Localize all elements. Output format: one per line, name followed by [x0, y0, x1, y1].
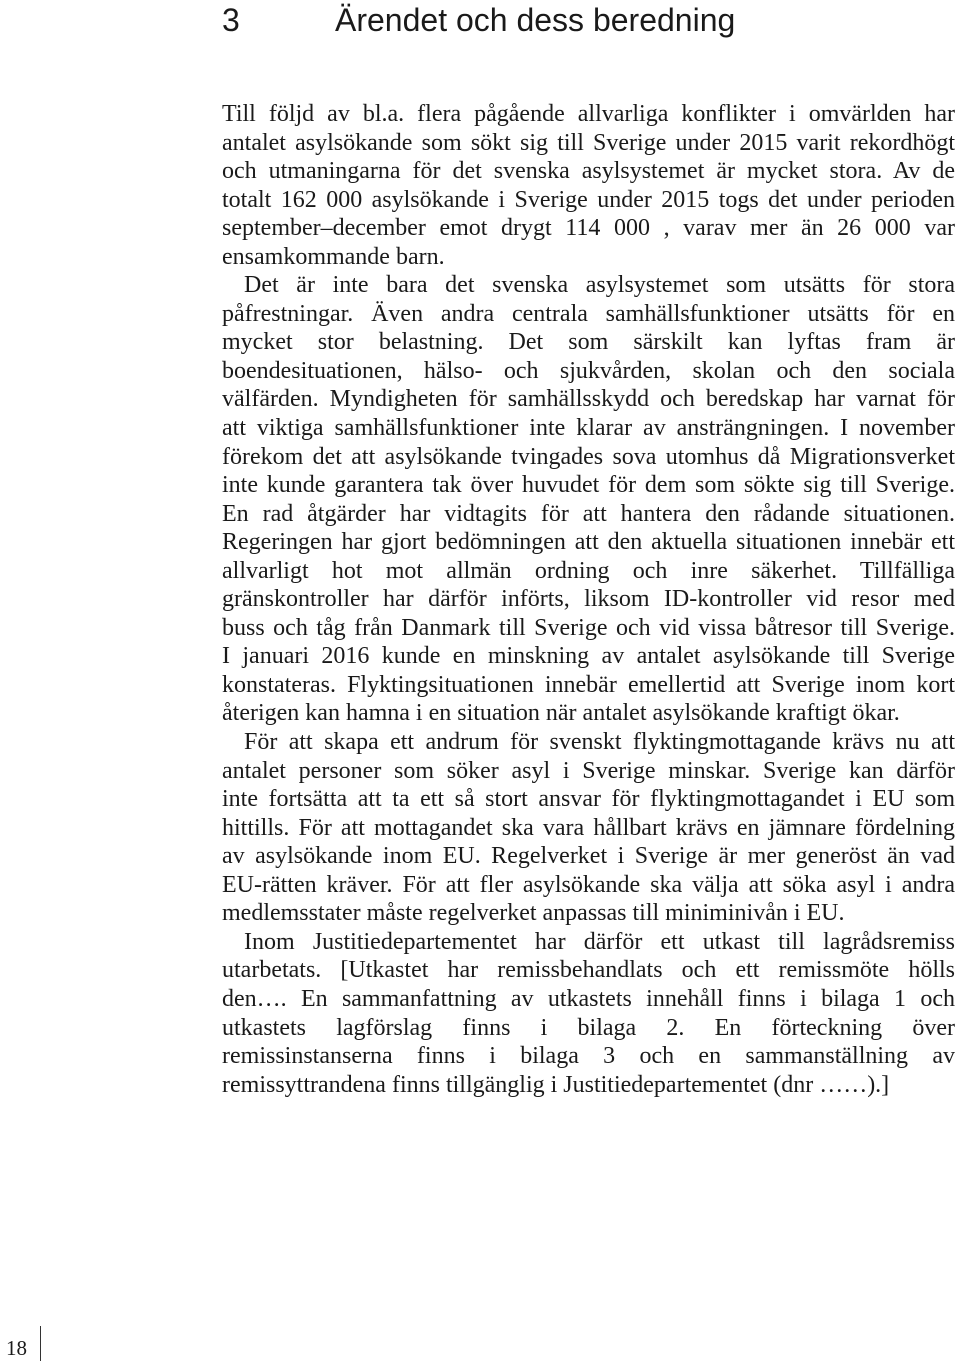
paragraph-1: [222, 100, 955, 271]
text-line: buss och tåg från Danmark till Sverige och vid vissa båtresor till Sverige.: [222, 614, 955, 641]
text-line: att viktiga samhällsfunktioner inte klarar av ansträngningen. I november: [222, 415, 955, 442]
text-line: En rad åtgärder har vidtagits för att hantera den rådande situationen.: [222, 500, 955, 527]
page-margin-rule: [40, 1326, 41, 1361]
text-line: EU-rätten kräver. För att fler asylsökande ska välja att söka asyl i andra: [222, 871, 955, 898]
paragraph-2: [222, 271, 955, 728]
text-line: Till följd av bl.a. flera pågående allvarliga konflikter i omvärlden har: [222, 101, 955, 127]
paragraph-3: [222, 728, 955, 928]
text-line: Inom Justitiedepartementet har därför ett utkast till lagrådsremiss: [244, 928, 955, 955]
text-line: utarbetats. [Utkastet har remissbehandlats och ett remissmöte hölls: [222, 957, 955, 984]
section-number: 3: [222, 2, 240, 38]
page-number: 18: [6, 1336, 27, 1360]
text-line: remissyttrandena finns tillgänglig i Justitiedepartementet (dnr ……).]: [222, 1071, 890, 1098]
text-line: allvarligt hot mot allmän ordning och inre säkerhet. Tillfälliga: [222, 557, 955, 584]
document-body: [222, 100, 955, 1099]
text-line: För att skapa ett andrum för svenskt flyktingmottagande krävs nu att: [244, 729, 955, 756]
text-line: den…. En sammanfattning av utkastets innehåll finns i bilaga 1 och: [222, 985, 955, 1012]
text-line: totalt 162 000 asylsökande i Sverige under 2015 togs det under perioden: [222, 186, 955, 213]
text-line: remissinstanserna finns i bilaga 3 och en sammanställning av: [222, 1043, 955, 1070]
text-line: gränskontroller har därför införts, liksom ID-kontroller vid resor med: [222, 586, 955, 613]
text-line: ensamkommande barn.: [222, 243, 445, 270]
text-line: medlemsstater måste regelverket anpassas till miniminivån i EU.: [222, 900, 845, 927]
text-line: Regeringen har gjort bedömningen att den aktuella situationen innebär ett: [222, 529, 955, 556]
text-line: påfrestningar. Även andra centrala samhällsfunktioner utsätts för en: [222, 300, 955, 327]
text-line: I januari 2016 kunde en minskning av antalet asylsökande till Sverige: [222, 643, 955, 670]
text-line: välfärden. Myndigheten för samhällsskydd och beredskap har varnat för: [222, 386, 955, 413]
text-line: antalet personer som söker asyl i Sverige minskar. Sverige kan därför: [222, 757, 955, 784]
text-line: återigen kan hamna i en situation när antalet asylsökande kraftigt ökar.: [222, 700, 900, 727]
text-line: Det är inte bara det svenska asylsystemet som utsätts för stora: [244, 272, 955, 299]
text-line: förekom det att asylsökande tvingades sova utomhus då Migrationsverket: [222, 443, 955, 470]
text-line: av asylsökande inom EU. Regelverket i Sverige är mer generöst än vad: [222, 843, 955, 870]
text-line: inte kunde garantera tak över huvudet för dem som sökte sig till Sverige.: [222, 472, 955, 499]
text-line: hittills. För att mottagandet ska vara hållbart krävs en jämnare fördelning: [222, 814, 955, 841]
section-title: Ärendet och dess beredning: [335, 2, 736, 38]
text-line: utkastets lagförslag finns i bilaga 2. En förteckning över: [222, 1014, 955, 1041]
text-line: och utmaningarna för det svenska asylsystemet är mycket stora. Av de: [222, 158, 955, 185]
text-line: antalet asylsökande som sökt sig till Sverige under 2015 varit rekordhögt: [222, 129, 955, 156]
text-line: inte fortsätta att ta ett så stort ansvar för flyktingmottagandet i EU som: [222, 786, 955, 813]
paragraph-4: [222, 928, 955, 1099]
text-line: boendesituationen, hälso- och sjukvården, skolan och den sociala: [222, 357, 955, 384]
text-line: september–december emot drygt 114 000 , varav mer än 26 000 var: [222, 215, 955, 242]
text-line: mycket stor belastning. Det som särskilt kan lyftas fram är: [222, 329, 955, 356]
text-line: konstateras. Flyktingsituationen innebär emellertid att Sverige inom kort: [222, 671, 955, 698]
section-heading: [0, 0, 960, 40]
